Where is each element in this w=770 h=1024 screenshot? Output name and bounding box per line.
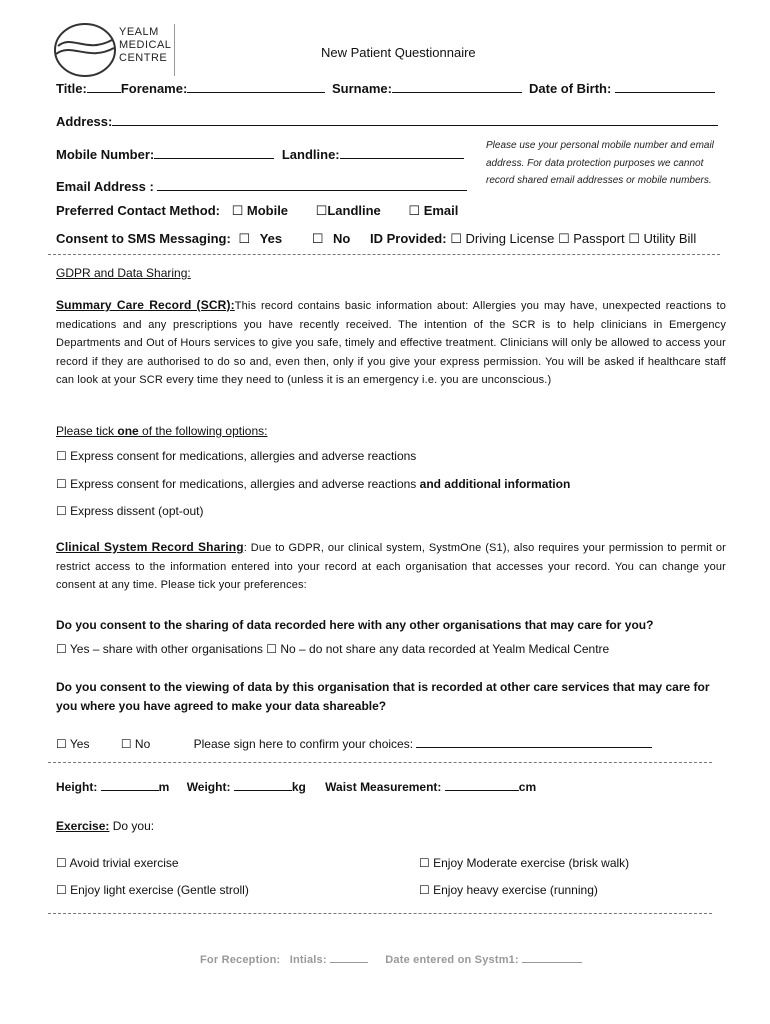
form-title: New Patient Questionnaire — [321, 45, 476, 60]
heavy-checkbox[interactable] — [419, 883, 430, 897]
pref-landline-label: Landline — [327, 203, 381, 218]
weight-label: Weight: — [186, 780, 231, 794]
opt1-checkbox[interactable] — [56, 449, 67, 463]
clinical-heading: Clinical System Record Sharing — [56, 540, 244, 554]
divider — [48, 762, 712, 763]
waist-label: Waist Measurement: — [325, 780, 442, 794]
mobile-label: Mobile Number: — [56, 147, 155, 162]
scr-heading: Summary Care Record (SCR): — [56, 298, 235, 312]
scr-paragraph — [56, 296, 726, 390]
weight-field[interactable] — [234, 778, 292, 791]
gdpr-heading: GDPR and Data Sharing: — [56, 266, 191, 280]
sms-yes-checkbox[interactable] — [238, 231, 250, 246]
email-label: Email Address : — [56, 179, 154, 194]
moderate-label: Enjoy Moderate exercise (brisk walk) — [433, 856, 630, 870]
q2-no-label: No — [134, 737, 151, 751]
surname-label: Surname: — [332, 81, 392, 96]
pref-mobile-checkbox[interactable] — [232, 203, 244, 218]
title-field[interactable] — [87, 80, 121, 93]
q1-no-checkbox[interactable] — [266, 642, 277, 656]
email-field[interactable] — [157, 178, 467, 191]
tick-instruction: Please tick one of the following options: — [56, 424, 268, 438]
q2-yes-label: Yes — [69, 737, 90, 751]
address-field[interactable] — [112, 113, 718, 126]
sms-label: Consent to SMS Messaging: — [56, 231, 231, 246]
logo-text: YEALM MEDICAL CENTRE — [119, 26, 172, 64]
signature-field[interactable] — [416, 735, 652, 748]
pref-email-label: Email — [423, 203, 459, 218]
moderate-checkbox[interactable] — [419, 856, 430, 870]
height-unit: m — [158, 780, 170, 794]
preferred-contact-label: Preferred Contact Method: — [56, 203, 220, 218]
landline-label: Landline: — [281, 147, 340, 162]
surname-field[interactable] — [392, 80, 522, 93]
divider — [48, 254, 720, 255]
id-driving-checkbox[interactable] — [450, 231, 462, 246]
light-label: Enjoy light exercise (Gentle stroll) — [70, 883, 249, 897]
pref-landline-checkbox[interactable] — [316, 203, 328, 218]
opt3-label: Express dissent (opt-out) — [70, 504, 204, 518]
height-label: Height: — [56, 780, 98, 794]
reception-label: For Reception: — [200, 954, 281, 966]
id-utility-checkbox[interactable] — [628, 231, 640, 246]
opt2-checkbox[interactable] — [56, 477, 67, 491]
forename-label: Forename: — [120, 81, 188, 96]
forename-field[interactable] — [187, 80, 325, 93]
q1-yes-checkbox[interactable] — [56, 642, 67, 656]
divider — [48, 913, 712, 914]
title-label: Title: — [56, 81, 87, 96]
question-2: Do you consent to the viewing of data by this organisation that is recorded at other care services that may care for you where you have agreed to make your data shareable? — [56, 680, 710, 713]
clinical-paragraph — [56, 538, 726, 595]
clinical-text: : Due to GDPR, our clinical system, SystmOne (S1), also requires your permission to permit or restrict access to the information entered into your record at each organisation that accesses your record. You can change your consent at any time. Please tick your preferences: — [56, 542, 726, 591]
id-utility-label: Utility Bill — [643, 231, 697, 246]
q2-no-checkbox[interactable] — [121, 737, 132, 751]
light-checkbox[interactable] — [56, 883, 67, 897]
landline-field[interactable] — [340, 146, 464, 159]
question-1: Do you consent to the sharing of data recorded here with any other organisations that may care for you? — [56, 618, 654, 632]
pref-mobile-label: Mobile — [246, 203, 289, 218]
entered-field[interactable] — [522, 950, 582, 963]
pref-email-checkbox[interactable] — [408, 203, 420, 218]
sign-label: Please sign here to confirm your choices: — [193, 737, 414, 751]
entered-label: Date entered on Systm1: — [385, 954, 519, 966]
dob-field[interactable] — [615, 80, 715, 93]
sms-no-checkbox[interactable] — [312, 231, 324, 246]
id-driving-label: Driving License — [465, 231, 555, 246]
waist-unit: cm — [518, 780, 537, 794]
exercise-heading: Exercise: — [56, 819, 110, 833]
avoid-checkbox[interactable] — [56, 856, 67, 870]
opt3-checkbox[interactable] — [56, 504, 67, 518]
id-passport-checkbox[interactable] — [558, 231, 570, 246]
logo-mark-icon — [52, 20, 118, 80]
height-field[interactable] — [101, 778, 159, 791]
q1-no-label: No – do not share any data recorded at Yealm Medical Centre — [280, 642, 610, 656]
id-label: ID Provided: — [370, 231, 447, 246]
heavy-label: Enjoy heavy exercise (running) — [433, 883, 598, 897]
exercise-prompt: Do you: — [112, 819, 155, 833]
opt2-label: Express consent for medications, allergies and adverse reactions — [70, 477, 417, 491]
waist-field[interactable] — [445, 778, 519, 791]
avoid-label: Avoid trivial exercise — [69, 856, 179, 870]
scr-text: This record contains basic information about: Allergies you may have, unexpected reactions to medications and any prescriptions you have recently received. The intention of the SCR is to help clinicians in Emergency Departments and Out of Hours services to give you safe, timely and effective treatment. Clinicians will only be allowed to access your record if they are authorised to do so and, even then, only if you give your express permission. You will be asked if healthcare staff can look at your SCR every time they need to (unless it is an emergency i.e. you are unconscious.) — [56, 300, 727, 386]
sms-yes-label: Yes — [259, 231, 283, 246]
opt1-label: Express consent for medications, allergies and adverse reactions — [70, 449, 417, 463]
data-protection-note: Please use your personal mobile number and email address. For data protection purposes we cannot record shared email addresses or mobile numbers. — [486, 140, 714, 186]
opt2-bold-label: and additional information — [419, 477, 571, 491]
initials-label: Intials: — [289, 954, 327, 966]
q1-yes-label: Yes – share with other organisations — [69, 642, 263, 656]
id-passport-label: Passport — [573, 231, 625, 246]
dob-label: Date of Birth: — [529, 81, 612, 96]
q2-yes-checkbox[interactable] — [56, 737, 67, 751]
initials-field[interactable] — [330, 950, 368, 963]
address-label: Address: — [56, 114, 113, 129]
sms-no-label: No — [333, 231, 351, 246]
mobile-field[interactable] — [154, 146, 274, 159]
weight-unit: kg — [291, 780, 306, 794]
